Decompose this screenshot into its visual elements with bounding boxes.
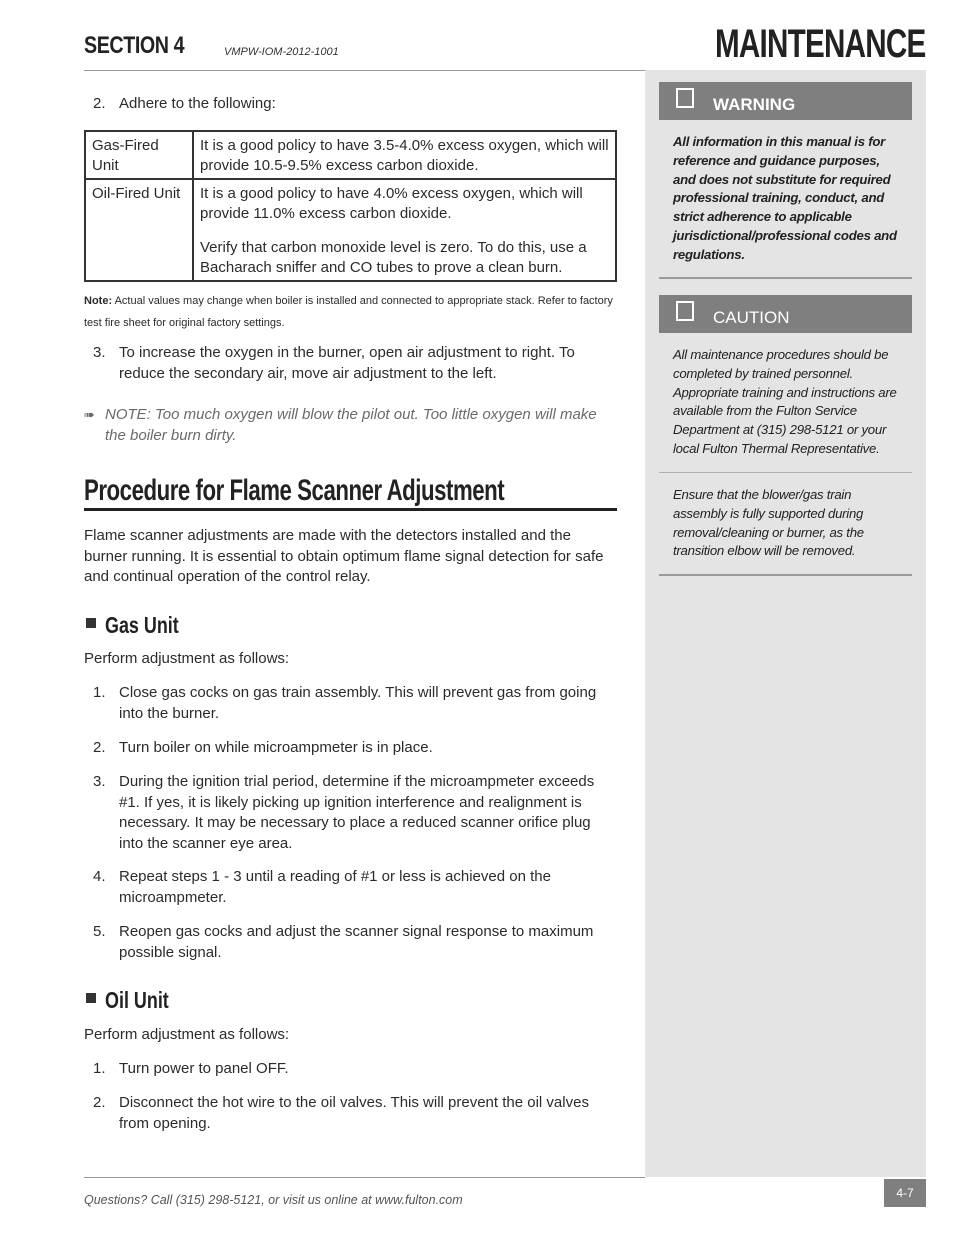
oil-intro: Perform adjustment as follows: (84, 1026, 290, 1043)
table-row (85, 179, 616, 281)
footer-text: Questions? Call (315) 298-5121, or visit us online at www.fulton.com (84, 1193, 463, 1207)
table-cell (193, 179, 616, 281)
step-text: Repeat steps 1 - 3 until a reading of #1 or less is achieved on the microampmeter. (119, 868, 551, 906)
arrow-bullet-icon: ➠ (84, 407, 95, 422)
page-title: MAINTENANCE (715, 22, 926, 66)
cell-text: Verify that carbon monoxide level is zero. To do this, use a Bacharach sniffer and CO tubes to prove a clean burn. (200, 239, 587, 276)
step-number: 2. (93, 95, 106, 112)
step-number: 5. (93, 923, 106, 940)
cell-text: It is a good policy to have 3.5-4.0% excess oxygen, which will provide 10.5-9.5% excess carbon dioxide. (200, 137, 609, 174)
step-number: 2. (93, 1094, 106, 1111)
note-text: NOTE: Too much oxygen will blow the pilot out. Too little oxygen will make the boiler burn dirty. (105, 406, 597, 444)
step-text: Close gas cocks on gas train assembly. This will prevent gas from going into the burner. (119, 684, 597, 722)
table-cell: Gas-Fired Unit (85, 131, 193, 179)
note-text: Actual values may change when boiler is installed and connected to appropriate stack. Refer to factory test fire sheet for original factory settings. (84, 295, 613, 329)
sidebar (645, 70, 926, 1177)
page-number: 4-7 (884, 1179, 926, 1207)
step-text: Disconnect the hot wire to the oil valves. This will prevent the oil valves from opening. (119, 1094, 589, 1132)
section-label: SECTION 4 (84, 32, 185, 59)
caution-label: CAUTION (713, 308, 790, 327)
heading-text: Oil Unit (105, 987, 169, 1013)
intro-paragraph: Flame scanner adjustments are made with the detectors installed and the burner running. It is essential to obtain optimum flame signal detection for safe and continual operation of the control relay. (84, 527, 604, 585)
step-text: To increase the oxygen in the burner, open air adjustment to right. To reduce the secondary air, move air adjustment to the left. (119, 344, 575, 382)
step-number: 1. (93, 1060, 106, 1077)
divider (659, 574, 912, 576)
divider (659, 277, 912, 279)
square-bullet-icon (86, 993, 96, 1003)
document-code: VMPW-IOM-2012-1001 (224, 46, 339, 58)
step-number: 1. (93, 684, 106, 701)
step-number: 2. (93, 739, 106, 756)
page-header (84, 22, 926, 71)
step-text: Reopen gas cocks and adjust the scanner signal response to maximum possible signal. (119, 923, 594, 961)
table-cell: Oil-Fired Unit (85, 179, 193, 281)
warning-header (659, 82, 912, 120)
section-heading (84, 470, 617, 511)
step-text: Adhere to the following: (119, 95, 276, 112)
table-cell (193, 131, 616, 179)
square-bullet-icon (86, 618, 96, 628)
note-label: Note: (84, 295, 113, 307)
warning-label: WARNING (713, 95, 796, 114)
step-text: During the ignition trial period, determine if the microampmeter exceeds #1. If yes, it is likely picking up ignition interference and realignment is necessary. It may be necessary to place a reduced scanner orifice plug into the scanner eye area. (119, 773, 595, 852)
caution-header (659, 295, 912, 333)
step-number: 3. (93, 344, 106, 361)
oxygen-table (84, 130, 617, 282)
table-row (85, 131, 616, 179)
footer-divider (84, 1177, 645, 1178)
warning-text: All information in this manual is for reference and guidance purposes, and does not substitute for required professional training, conduct, and strict adherence to applicable jurisdictional/professional codes and regulations. (673, 134, 897, 262)
step-text: Turn boiler on while microampmeter is in place. (119, 739, 433, 756)
heading-text: Gas Unit (105, 612, 179, 638)
step-number: 3. (93, 773, 106, 790)
caution-text: Ensure that the blower/gas train assembly is fully supported during removal/cleaning or burner, as the transition elbow will be removed. (673, 487, 864, 559)
step-number: 4. (93, 868, 106, 885)
heading-text: Procedure for Flame Scanner Adjustment (84, 474, 505, 507)
cell-text: It is a good policy to have 4.0% excess oxygen, which will provide 11.0% excess carbon dioxide. (200, 185, 583, 222)
divider (659, 472, 912, 473)
table-note (84, 291, 617, 334)
checkbox-icon (676, 301, 694, 321)
caution-text: All maintenance procedures should be completed by trained personnel. Appropriate training and instructions are available from the Fulton Service Department at (315) 298-5121 or your local Fulton Thermal Representative. (673, 347, 897, 456)
checkbox-icon (676, 88, 694, 108)
step-text: Turn power to panel OFF. (119, 1060, 289, 1077)
gas-intro: Perform adjustment as follows: (84, 650, 290, 667)
